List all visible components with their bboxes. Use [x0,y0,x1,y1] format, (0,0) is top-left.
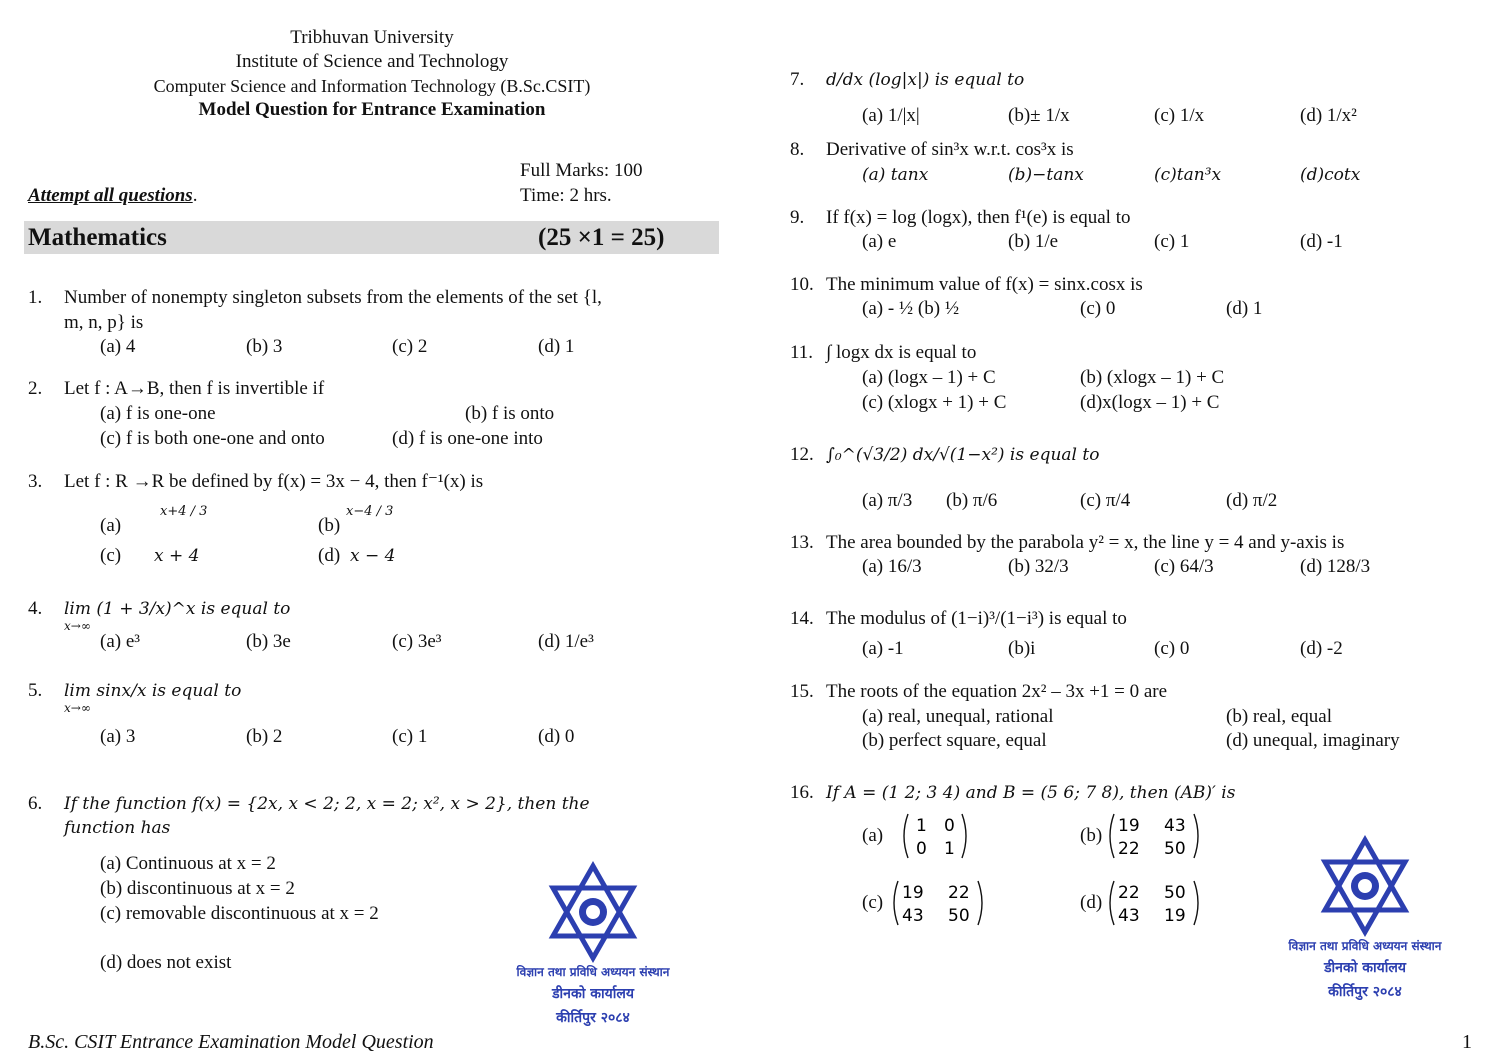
seal-line-1: विज्ञान तथा प्रविधि अध्ययन संस्थान [1288,939,1442,953]
q16-c-m11: 19 [902,883,924,903]
q16-option-c-matrix [890,879,986,927]
q10-option-d: (d) 1 [1226,298,1263,319]
q14-option-a: (a) -1 [862,638,904,659]
q7-option-b: (b)± 1/x [1008,105,1070,126]
footer-caption: B.Sc. CSIT Entrance Examination Model Question [28,1031,434,1053]
time-allowed: Time: 2 hrs. [520,185,612,206]
q16-option-d-label: (d) [1080,892,1103,913]
q11-option-b: (b) (xlogx – 1) + C [1080,367,1225,388]
institute-seal-left [498,858,688,1038]
q1-text-line2: m, n, p} is [64,312,144,333]
q16-d-m21: 43 [1118,906,1140,926]
q4-limit-sub: x→∞ [64,619,91,633]
q7-option-d: (d) 1/x² [1300,105,1357,126]
q16-c-m21: 43 [902,906,924,926]
q9-option-b: (b) 1/e [1008,231,1059,252]
q3-option-a-value: x+4 / 3 [160,504,208,519]
q9-number: 9. [790,207,805,228]
q6-option-d: (d) does not exist [100,952,232,973]
q14-text: The modulus of (1−i)³/(1−i³) is equal to [826,608,1127,629]
seal-line-3: कीर्तिपुर २०८४ [1328,984,1402,1000]
q10-text: The minimum value of f(x) = sinx.cosx is [826,274,1143,295]
q4-option-d: (d) 1/e³ [538,631,594,652]
q16-b-m12: 43 [1164,816,1186,836]
q16-a-m11: 1 [916,816,927,836]
q9-text: If f(x) = log (logx), then f¹(e) is equal to [826,207,1131,228]
q16-a-m21: 0 [916,839,927,859]
section-marks: (25 ×1 = 25) [538,224,665,251]
q5-number: 5. [28,680,43,701]
q14-option-c: (c) 0 [1154,638,1190,659]
q6-option-b: (b) discontinuous at x = 2 [100,878,295,899]
q13-option-d: (d) 128/3 [1300,556,1371,577]
q3-option-c-value: x + 4 [154,546,200,566]
q6-number: 6. [28,793,43,814]
q15-option-c: (b) perfect square, equal [862,730,1047,751]
q16-b-m11: 19 [1118,816,1140,836]
q9-option-a: (a) e [862,231,897,252]
q16-c-m22: 50 [948,906,970,926]
q16-b-m21: 22 [1118,839,1140,859]
q16-option-a-matrix [900,812,970,860]
q11-option-a: (a) (logx – 1) + C [862,367,996,388]
q12-option-a: (a) π/3 [862,490,913,511]
q16-option-c-label: (c) [862,892,884,913]
q1-option-c: (c) 2 [392,336,428,357]
q5-text: lim sinx/x is equal to [64,681,242,701]
q8-option-d: (d)cotx [1300,165,1361,185]
q16-c-m12: 22 [948,883,970,903]
q1-number: 1. [28,287,43,308]
q5-option-c: (c) 1 [392,726,428,747]
q13-number: 13. [790,532,814,553]
q4-option-c: (c) 3e³ [392,631,442,652]
q4-option-a: (a) e³ [100,631,140,652]
q4-option-b: (b) 3e [246,631,291,652]
seal-line-2: डीनको कार्यालय [552,986,634,1002]
q16-option-d-matrix [1106,879,1202,927]
q7-text: d/dx (log|x|) is equal to [826,70,1025,90]
q2-option-d: (d) f is one-one into [392,428,543,449]
q15-option-b: (b) real, equal [1226,706,1333,727]
q2-option-a: (a) f is one-one [100,403,216,424]
q16-d-m12: 50 [1164,883,1186,903]
q13-option-a: (a) 16/3 [862,556,922,577]
q12-number: 12. [790,444,814,465]
q8-option-a: (a) tanx [862,165,929,185]
q14-option-d: (d) -2 [1300,638,1343,659]
q16-option-b-matrix [1106,812,1202,860]
q5-option-a: (a) 3 [100,726,136,747]
q4-text: lim (1 + 3/x)^x is equal to [64,599,291,619]
institute-name: Institute of Science and Technology [235,51,509,72]
q16-a-m22: 1 [944,839,955,859]
q1-option-a: (a) 4 [100,336,136,357]
q9-option-c: (c) 1 [1154,231,1190,252]
seal-line-2: डीनको कार्यालय [1324,960,1406,976]
q8-number: 8. [790,139,805,160]
q10-option-c: (c) 0 [1080,298,1116,319]
instruction-text: Attempt all questions [28,185,193,206]
q10-option-ab: (a) - ½ (b) ½ [862,298,960,319]
q6-text: If the function f(x) = {2x, x < 2; 2, x = 2; x², x > 2}, then the function has [64,794,590,838]
q6-option-c: (c) removable discontinuous at x = 2 [100,903,379,924]
q3-option-b-label: (b) [318,515,341,536]
q11-option-d: (d)x(logx – 1) + C [1080,392,1220,413]
q3-option-a-label: (a) [100,515,122,536]
q13-text: The area bounded by the parabola y² = x, the line y = 4 and y-axis is [826,532,1345,553]
q7-option-c: (c) 1/x [1154,105,1205,126]
q1-option-d: (d) 1 [538,336,575,357]
q2-number: 2. [28,378,43,399]
q1-text-line1: Number of nonempty singleton subsets from the elements of the set {l, [64,287,602,308]
q5-limit-sub: x→∞ [64,701,91,715]
q8-option-c: (c)tan³x [1154,165,1222,185]
q11-number: 11. [790,342,814,363]
instruction [28,184,197,208]
q12-text: ∫₀^(√3/2) dx/√(1−x²) is equal to [826,445,1100,465]
q3-option-c-label: (c) [100,545,122,566]
q14-number: 14. [790,608,814,629]
seal-line-1: विज्ञान तथा प्रविधि अध्ययन संस्थान [516,965,670,979]
q16-option-b-label: (b) [1080,825,1103,846]
q3-number: 3. [28,471,43,492]
q8-option-b: (b)−tanx [1008,165,1084,185]
exam-title: Model Question for Entrance Examination [198,99,546,120]
q1-option-b: (b) 3 [246,336,283,357]
institute-seal-right [1270,832,1460,1012]
q2-text: Let f : A→B, then f is invertible if [64,378,325,399]
q7-number: 7. [790,69,805,90]
seal-line-3: कीर्तिपुर २०८४ [556,1010,630,1026]
q7-option-a: (a) 1/|x| [862,105,920,126]
q6-option-a: (a) Continuous at x = 2 [100,853,276,874]
q13-option-b: (b) 32/3 [1008,556,1069,577]
q12-option-c: (c) π/4 [1080,490,1131,511]
q5-option-d: (d) 0 [538,726,575,747]
q16-b-m22: 50 [1164,839,1186,859]
q16-d-m11: 22 [1118,883,1140,903]
q15-option-a: (a) real, unequal, rational [862,706,1054,727]
q16-d-m22: 19 [1164,906,1186,926]
q13-option-c: (c) 64/3 [1154,556,1214,577]
q9-option-d: (d) -1 [1300,231,1343,252]
q12-option-d: (d) π/2 [1226,490,1278,511]
q11-text: ∫ logx dx is equal to [826,342,977,363]
q10-number: 10. [790,274,814,295]
full-marks: Full Marks: 100 [520,160,643,181]
q15-number: 15. [790,681,814,702]
q16-option-a-label: (a) [862,825,884,846]
university-name: Tribhuvan University [290,27,454,48]
q14-option-b: (b)i [1008,638,1036,659]
q3-option-b-value: x−4 / 3 [346,504,394,519]
q3-text: Let f : R →R be defined by f(x) = 3x − 4, then f⁻¹(x) is [64,471,484,492]
q16-number: 16. [790,782,814,803]
program-name: Computer Science and Information Technology (B.Sc.CSIT) [153,76,591,96]
q5-option-b: (b) 2 [246,726,283,747]
q4-number: 4. [28,598,43,619]
q2-option-b: (b) f is onto [465,403,555,424]
q11-option-c: (c) (xlogx + 1) + C [862,392,1007,413]
q2-option-c: (c) f is both one-one and onto [100,428,325,449]
section-title: Mathematics [28,224,167,251]
q15-option-d: (d) unequal, imaginary [1226,730,1400,751]
q16-a-m12: 0 [944,816,955,836]
q3-option-d-label: (d) [318,545,341,566]
page-number: 1 [1462,1031,1472,1053]
q15-text: The roots of the equation 2x² – 3x +1 = 0 are [826,681,1168,702]
q3-option-d-value: x − 4 [350,546,396,566]
q16-text: If A = (1 2; 3 4) and B = (5 6; 7 8), then (AB)′ is [826,783,1236,803]
q12-option-b: (b) π/6 [946,490,998,511]
instruction-period: . [192,185,198,206]
q8-text: Derivative of sin³x w.r.t. cos³x is [826,139,1074,160]
